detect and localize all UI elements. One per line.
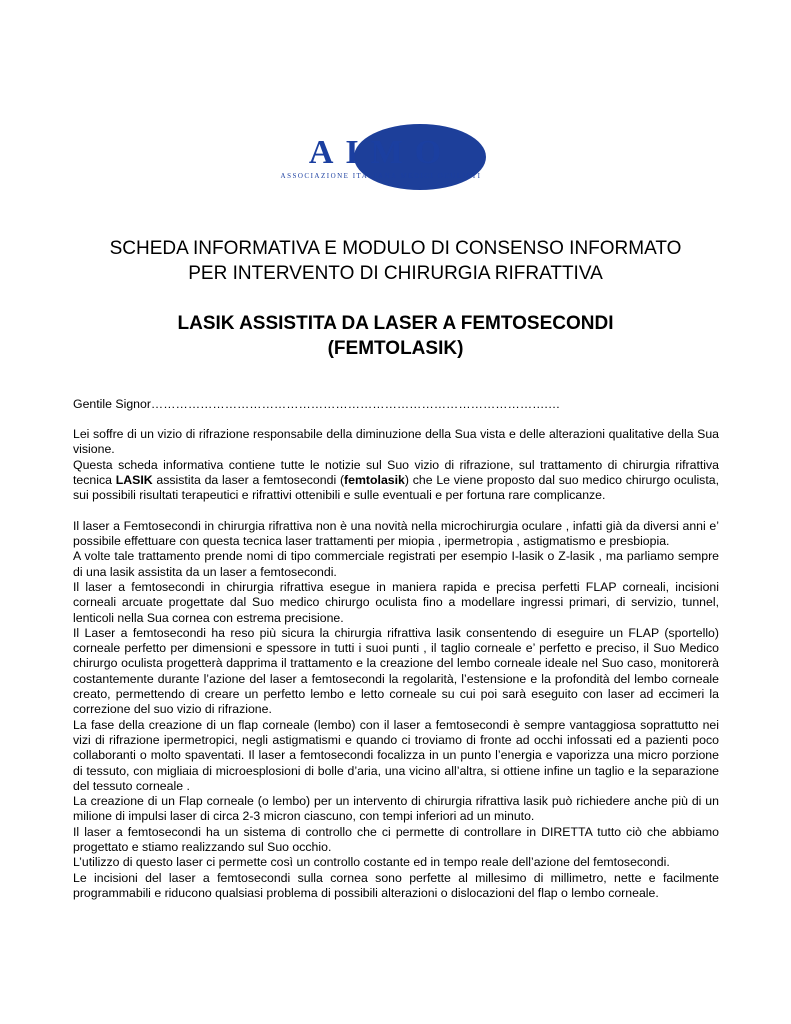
document-title-line-1: SCHEDA INFORMATIVA E MODULO DI CONSENSO INFORMATO — [109, 238, 682, 259]
body-paragraph-4: Il Laser a femtosecondi ha reso più sicura la chirurgia rifrattiva lasik consentendo di eseguire un FLAP (sportello) corneale perfetto per dimensioni e spessore in tutti i suoi punti , il taglio corneale e’ perfetto e preciso, il Suo Medico chirurgo oculista progetterà dapprima il trattamento e la creazione del lembo corneale ideale nel Suo caso, monitorerà costantemente durante l’azione del laser a femtosecondi la regolarità, l’estensione e la profondità del lembo corneale creato, permettendo di creare un perfetto lembo e letto corneale su cui poi sarà eseguito con laser ad eccimeri la correzione del suo vizio di rifrazione. — [73, 625, 719, 717]
intro-paragraph-2 — [73, 458, 719, 504]
intro-text-a: Questa scheda informativa contiene tutte le notizie sul Suo vizio di rifrazione, sul trattamento di chirurgia rifrattiva tecnica — [73, 457, 719, 487]
body-paragraph-3: Il laser a femtosecondi in chirurgia rifrattiva esegue in maniera rapida e precisa perfetti FLAP corneali, incisioni corneali arcuate progettate dal Suo medico chirurgo oculista fino a modellare ingressi primari, di servizio, tunnel, lenticoli nella Sua cornea con estrema precisione. — [73, 579, 719, 625]
femtolasik-bold: femtolasik — [344, 472, 405, 487]
body-paragraph-6: La creazione di un Flap corneale (o lembo) per un intervento di chirurgia rifrattiva lasik può richiedere anche più di un milione di impulsi laser di circa 2-3 micron ciascuno, con tempi inferiori ad un minuto. — [73, 794, 719, 824]
body-paragraph-5: La fase della creazione di un flap corneale (lembo) con il laser a femtosecondi è sempre vantaggiosa soprattutto nei vizi di rifrazione ipermetropici, negli astigmatismi e quando ci troviamo di fronte ad occhi infossati ed a pazienti poco collaboranti o molto spaventati. Il laser a femtosecondi focalizza in un punto l’energia e vaporizza una micro porzione di tessuto, con migliaia di microesplosioni di bolle d’aria, una vicino all’altra, si ottiene infine un taglio e la separazione del tessuto corneale . — [73, 717, 719, 793]
lasik-bold: LASIK — [115, 472, 153, 487]
logo-tagline: ASSOCIAZIONE ITALIANA MEDICI OCULISTI — [280, 172, 482, 180]
intro-section — [73, 427, 719, 901]
document-subtitle-line-2: (FEMTOLASIK) — [327, 338, 464, 359]
body-paragraph-7: Il laser a femtosecondi ha un sistema di controllo che ci permette di controllare in DIRETTA tutto ciò che abbiamo progettato e stiamo realizzando sul Suo occhio. — [73, 824, 719, 855]
salutation-line: Gentile Signor…………………………………………………………………………………….… — [73, 397, 561, 411]
intro-paragraph-1: Lei soffre di un vizio di rifrazione responsabile della diminuzione della Sua vista e delle alterazioni qualitative della Sua visione. — [73, 427, 719, 457]
body-paragraph-1: Il laser a Femtosecondi in chirurgia rifrattiva non è una novità nella microchirurgia oculare , infatti già da diversi anni e’ possibile effettuare con questa tecnica laser trattamenti per miopia , ipermetropia , astigmatismo e presbiopia. — [73, 518, 719, 549]
document-title-line-2: PER INTERVENTO DI CHIRURGIA RIFRATTIVA — [188, 263, 603, 284]
body-paragraph-9: Le incisioni del laser a femtosecondi sulla cornea sono perfette al millesimo di millimetro, nette e facilmente programmabili e riducono qualsiasi problema di possibili alterazioni o dislocazioni del flap o lembo corneale. — [73, 870, 719, 900]
intro-text-c: assistita da laser a femtosecondi ( — [152, 472, 345, 487]
body-paragraph-2: A volte tale trattamento prende nomi di tipo commerciale registrati per esempio I-lasik o Z-lasik , ma parliamo sempre di una lasik assistita da un laser a femtosecondi. — [73, 549, 719, 579]
logo-name: AIMO — [308, 134, 454, 171]
body-paragraph-8: L’utilizzo di questo laser ci permette così un controllo costante ed in tempo reale dell’azione del femtosecondi. — [73, 855, 670, 870]
intro-text-e: ) che Le viene proposto dal suo medico chirurgo oculista, sui possibili risultati terapeutici e rifrattivi ottenibili e sulle eventuali e per fortuna rare complicanze. — [73, 472, 719, 503]
document-subtitle-line-1: LASIK ASSISTITA DA LASER A FEMTOSECONDI — [177, 313, 614, 334]
aimo-logo — [278, 124, 488, 192]
